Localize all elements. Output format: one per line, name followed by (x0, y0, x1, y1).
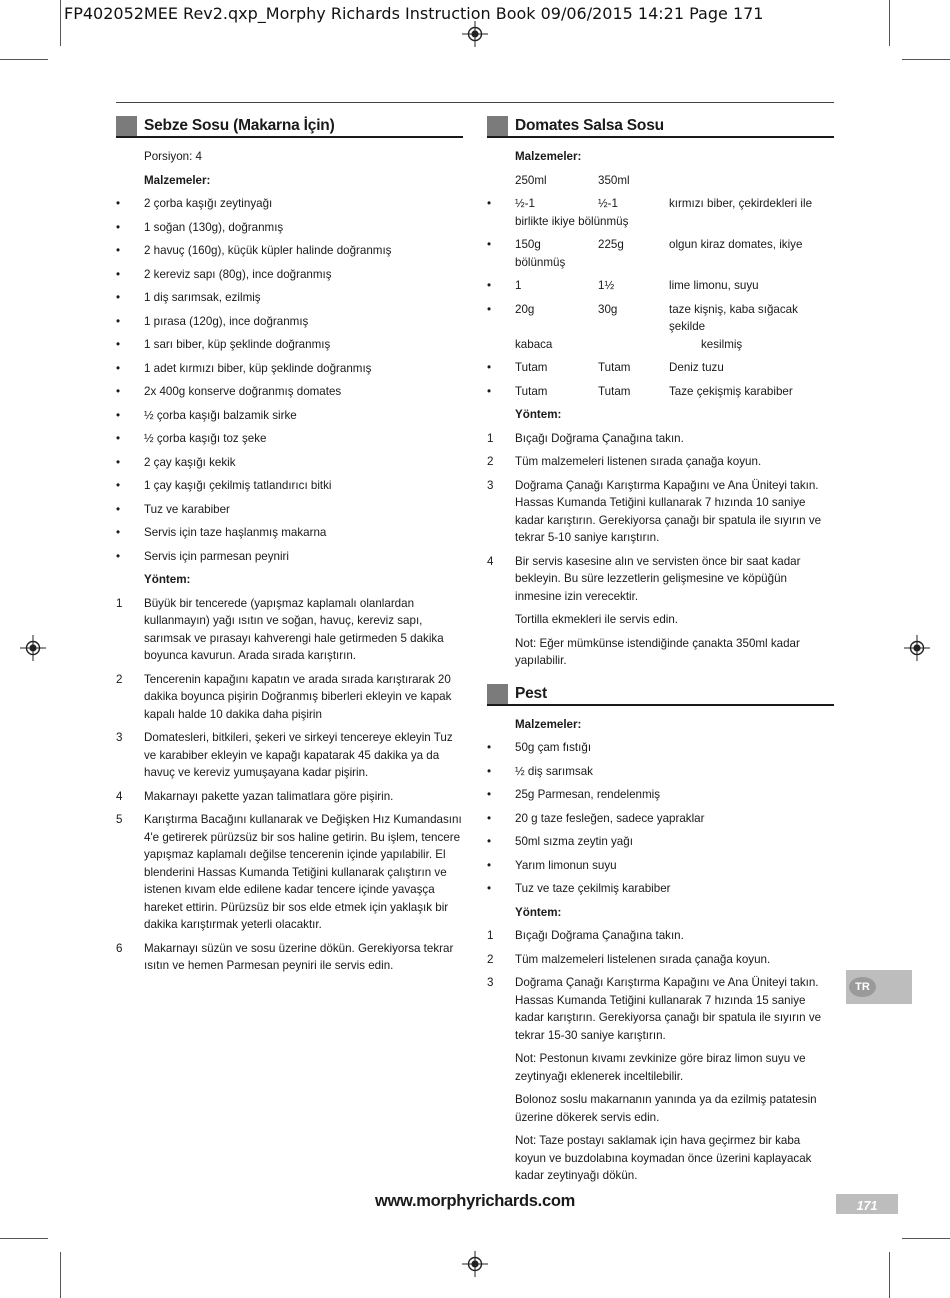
right-column (487, 114, 834, 1191)
list-item: • Servis için taze haşlanmış makarna (116, 526, 327, 539)
list-item: • 1 adet kırmızı biber, küp şeklinde doğranmış (116, 361, 372, 375)
quantity-header-row: 250ml 350ml (515, 173, 630, 187)
section-marker (487, 684, 508, 704)
list-item: • Tuz ve taze çekilmiş karabiber (487, 882, 671, 895)
serving-note: Tortilla ekmekleri ile servis edin. (515, 613, 679, 626)
method-step: 1 Bıçağı Doğrama Çanağına takın. (487, 431, 684, 445)
method-label: Yöntem: (515, 905, 562, 919)
list-item: • 1 pırasa (120g), ince doğranmış (116, 314, 309, 328)
section-marker (487, 116, 508, 136)
crop-mark (60, 1252, 61, 1298)
top-rule (116, 102, 834, 103)
print-slug: FP402052MEE Rev2.qxp_Morphy Richards Instruction Book 09/06/2015 14:21 Page 171 (64, 4, 764, 23)
list-item: • 1 sarı biber, küp şeklinde doğranmış (116, 338, 331, 351)
crop-mark (902, 59, 950, 60)
website-url: www.morphyrichards.com (374, 1192, 575, 1210)
list-item: • ½ çorba kaşığı toz şeke (116, 432, 267, 445)
method-label: Yöntem: (515, 408, 562, 421)
list-item: • ½ diş sarımsak (487, 764, 593, 778)
list-item: • Tuz ve karabiber (116, 502, 230, 516)
crop-mark (60, 0, 61, 46)
method-step: 3 Doğrama Çanağı Karıştırma Kapağını ve Ana Üniteyi takın. Hassas Kumanda Tetiğini kullanarak 7 hızında 15 saniye kadar karıştırın. Gerekiyorsa çanağı bir spatula ile sıyırın ve tekrar 15-30 saniye karıştırın. (487, 976, 822, 1042)
section-header (487, 682, 834, 706)
list-item: • 50ml sızma zeytin yağı (487, 835, 633, 848)
language-code: TR (849, 977, 876, 997)
method-step: 3 Domatesleri, bitkileri, şekeri ve sirkeyi tencereye ekleyin Tuz ve karabiber ekleyin ve kapağı kapatarak 45 dakika ya da havuç ve kereviz yumuşayana kadar pişirin. (116, 731, 453, 779)
list-item: • 1 diş sarımsak, ezilmiş (116, 291, 261, 304)
ingredient-row: • Tutam Tutam Deniz tuzu (487, 361, 724, 374)
language-tab (846, 970, 912, 1004)
list-item: • 2 çorba kaşığı zeytinyağı (116, 197, 273, 210)
ingredient-row: • ½-1 ½-1 kırmızı biber, çekirdekleri ile birlikte ikiye bölünmüş (487, 197, 813, 228)
method-step: 3 Doğrama Çanağı Karıştırma Kapağını ve Ana Üniteyi takın. Hassas Kumanda Tetiğini kullanarak 7 hızında 10 saniye kadar karıştırın. Gerekiyorsa çanağı bir spatula ile sıyırın ve tekrar 5-10 saniye karıştırın. (487, 478, 822, 544)
section-header (487, 114, 834, 138)
page-number: 171 (836, 1194, 898, 1214)
note-text: Not: Pestonun kıvamı zevkinize göre biraz limon suyu ve zeytinyağı eklenerek inceltilebilir. (515, 1052, 806, 1083)
ingredient-row: • Tutam Tutam Taze çekişmiş karabiber (487, 384, 793, 398)
list-item: • ½ çorba kaşığı balzamik sirke (116, 408, 297, 422)
method-step: 1 Büyük bir tencerede (yapışmaz kaplamalı olanlardan kullanmayın) yağı ısıtın ve soğan, havuç, kereviz sapı, sarımsak ve pırasayı kahverengi hale getirmeden 5 dakika boyunca kavurun. Arada sırada karıştırın. (116, 596, 444, 662)
crop-mark (902, 1238, 950, 1239)
method-step: 6 Makarnayı süzün ve sosu üzerine dökün. Gerekiyorsa tekrar ısıtın ve hemen Parmesan peyniri ile servis edin. (116, 941, 454, 972)
list-item: • 2 kereviz sapı (80g), ince doğranmış (116, 267, 332, 281)
list-item: • 50g çam fıstığı (487, 741, 592, 754)
list-item: • 2 havuç (160g), küçük küpler halinde doğranmış (116, 244, 392, 257)
method-step: 5 Karıştırma Bacağını kullanarak ve Değişken Hız Kumandasını 4'e getirerek pürüzsüz bir sos haline getirin. Bu işlem, tencere yapışmaz kaplamalı değilse tencerenin içinde yapılabilir. El blenderini Hassas Kumanda Tetiğini kullanarak çalıştırın ve istenen kıvam elde edilene kadar tencere içinde yavaşça hareket ettirin. Pürüzsüz bir sos elde etmek için yaklaşık bir dakika karıştırmak yeterli olacaktır. (116, 813, 462, 931)
note-text: Not: Taze postayı saklamak için hava geçirmez bir kaba koyun ve buzdolabına koymadan önce üzerini kaplayacak kadar zeytinyağı dökün. (515, 1134, 812, 1182)
list-item: • 2x 400g konserve doğranmış domates (116, 385, 342, 398)
method-step: 2 Tüm malzemeleri listenen sırada çanağa koyun. (487, 455, 762, 468)
list-item: • 2 çay kaşığı kekik (116, 455, 236, 469)
ingredients-label: Malzemeler: (144, 173, 211, 187)
crop-mark (889, 1252, 890, 1298)
ingredient-row: • 1 1½ lime limonu, suyu (487, 279, 759, 292)
list-item: • 20 g taze fesleğen, sadece yapraklar (487, 811, 705, 825)
note-text: Not: Eğer mümkünse istendiğinde çanakta 350ml kadar yapılabilir. (515, 636, 800, 667)
ingredient-row: • 150g 225g olgun kiraz domates, ikiye bölünmüş (487, 238, 803, 269)
list-item: • 1 soğan (130g), doğranmış (116, 220, 284, 234)
crop-mark (889, 0, 890, 46)
registration-mark-icon (462, 1251, 488, 1277)
ingredients-label: Malzemeler: (515, 150, 582, 163)
section-title: Pest (515, 684, 547, 702)
section-title: Domates Salsa Sosu (515, 117, 664, 134)
method-step: 1 Bıçağı Doğrama Çanağına takın. (487, 929, 684, 942)
method-step: 2 Tencerenin kapağını kapatın ve arada sırada karıştırarak 20 dakika boyunca pişirin Doğranmış biberleri ekleyin ve kapak kapalı halde 10 dakika daha pişirin (116, 672, 452, 721)
list-item: • Yarım limonun suyu (487, 858, 617, 872)
method-step: 4 Makarnayı pakette yazan talimatlara göre pişirin. (116, 789, 394, 803)
list-item: • Servis için parmesan peyniri (116, 549, 289, 563)
serves-text: Porsiyon: 4 (144, 150, 202, 163)
ingredients-label: Malzemeler: (515, 717, 582, 731)
registration-mark-icon (20, 635, 46, 661)
left-column (116, 114, 463, 981)
ingredient-row: • 20g 30g taze kişniş, kaba sığacak şekilde kabaca kesilmiş (487, 302, 798, 351)
section-title: Sebze Sosu (Makarna İçin) (144, 117, 335, 134)
method-step: 2 Tüm malzemeleri listelenen sırada çanağa koyun. (487, 952, 771, 966)
section-marker (116, 116, 137, 136)
crop-mark (0, 59, 48, 60)
list-item: • 1 çay kaşığı çekilmiş tatlandırıcı bitki (116, 479, 332, 492)
list-item: • 25g Parmesan, rendelenmiş (487, 788, 661, 801)
crop-mark (0, 1238, 48, 1239)
section-header (116, 114, 463, 138)
method-label: Yöntem: (144, 573, 191, 586)
method-step: 4 Bir servis kasesine alın ve servisten önce bir saat kadar bekleyin. Bu süre lezzetlerin gelişmesine ve köpüğün inmesine izin verecektir. (487, 554, 801, 603)
registration-mark-icon (904, 635, 930, 661)
serving-note: Bolonoz soslu makarnanın yanında ya da ezilmiş patatesin üzerine dökerek servis edin. (515, 1093, 817, 1124)
registration-mark-icon (462, 21, 488, 47)
